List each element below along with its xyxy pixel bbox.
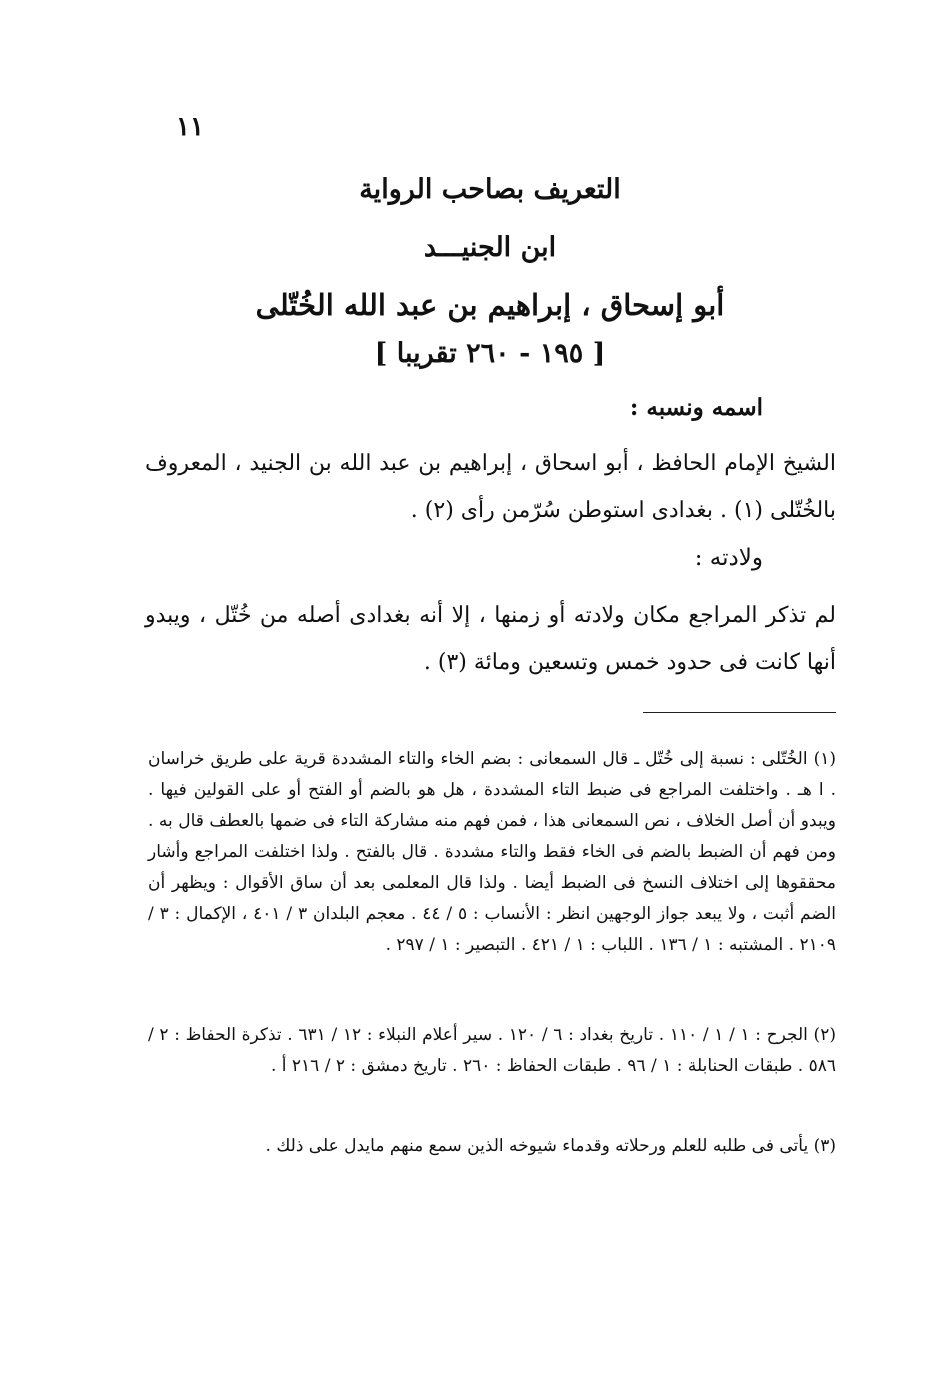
subject-full-name: أبو إسحاق ، إبراهيم بن عبد الله الخُتّلى	[255, 288, 725, 322]
footnote-2: (٢) الجرح : ١ / ١ / ١١٠ . تاريخ بغداد : ٦ / ١٢٠ . سير أعلام النبلاء : ١٢ / ٦٣١ . تذكرة الحفاظ : ٢ / ٥٨٦ . طبقات الحنابلة : ١ / ٩٦ . طبقات الحفاظ : ٢٦٠ . تاريخ دمشق : ٢ / ٢١٦ أ .	[148, 1025, 836, 1076]
section-text-name-lineage: الشيخ الإمام الحافظ ، أبو اسحاق ، إبراهيم بن عبد الله بن الجنيد ، المعروف بالخُتّلى (١) . بغدادى استوطن سُرّمن رأى (٢) .	[145, 451, 836, 523]
section-text-birth: لم تذكر المراجع مكان ولادته أو زمنها ، إلا أنه بغدادى أصله من خُتّل ، ويبدو أنها كانت فى حدود خمس وتسعين ومائة (٣) .	[145, 603, 836, 675]
subject-short-name: ابن الجنيـــد	[423, 232, 557, 263]
footnote-3: (٣) يأتى فى طلبه للعلم ورحلاته وقدماء شيوخه الذين سمع منهم مايدل على ذلك .	[265, 1136, 836, 1156]
page-number: ١١	[176, 112, 204, 142]
chapter-title: التعريف بصاحب الرواية	[359, 174, 621, 205]
section-title-birth: ولادته :	[694, 545, 763, 571]
subject-dates: [ ١٩٥ - ٢٦٠ تقريبا ]	[374, 338, 606, 369]
footnote-1: (١) الخُتّلى : نسبة إلى خُتّل ـ قال السمعانى : بضم الخاء والتاء المشددة قرية على طريق خراسان . ا هـ . واختلفت المراجع فى ضبط التاء المشددة ، هل هو بالضم أو الفتح أو على القولين فيها . ويبدو أن أصل الخلاف ، نص السمعانى هذا ، فمن فهم منه مشاركة التاء فى ضمها بالعطف قال به . ومن فهم أن الضبط بالضم فى الخاء فقط والتاء مشددة . قال بالفتح . ولذا اختلفت المراجع وأشار محققوها إلى اختلاف النسخ فى الضبط أيضا . ولذا قال المعلمى بعد أن ساق الأقوال : ويظهر أن الضم أثبت ، ولا يبعد جواز الوجهين انظر : الأنساب : ٥ / ٤٤ . معجم البلدان ٣ / ٤٠١ ، الإكمال : ٣ / ٢١٠٩ . المشتبه : ١ / ١٣٦ . اللباب : ١ / ٤٢١ . التبصير : ١ / ٢٩٧ .	[148, 749, 836, 955]
section-title-name-lineage: اسمه ونسبه :	[629, 394, 763, 421]
footnote-divider	[643, 712, 836, 713]
